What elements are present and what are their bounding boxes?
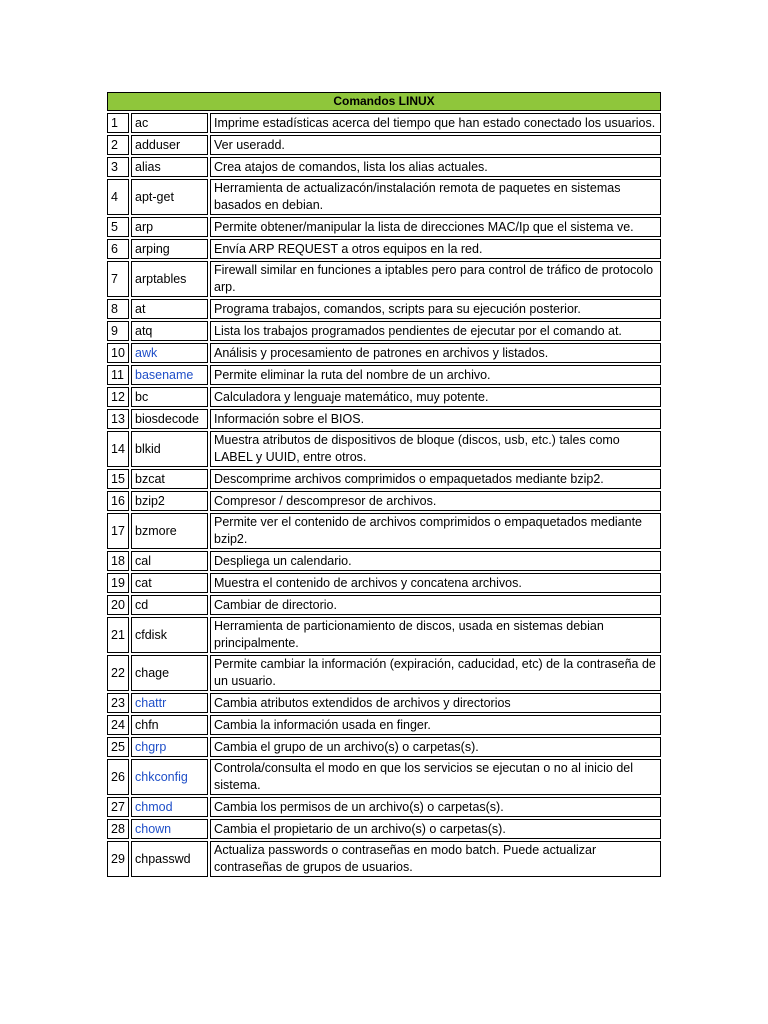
row-number: 26 [107,759,129,795]
command-description: Programa trabajos, comandos, scripts para su ejecución posterior. [210,299,661,319]
table-row [107,239,661,259]
table-row [107,409,661,429]
command-description: Análisis y procesamiento de patrones en archivos y listados. [210,343,661,363]
command-description: Cambiar de directorio. [210,595,661,615]
row-number: 21 [107,617,129,653]
command-description: Actualiza passwords o contraseñas en modo batch. Puede actualizar contraseñas de grupos de usuarios. [210,841,661,877]
command-description: Descomprime archivos comprimidos o empaquetados mediante bzip2. [210,469,661,489]
command-description: Herramienta de actualizacón/instalación remota de paquetes en sistemas basados en debian. [210,179,661,215]
command-name: blkid [131,431,208,467]
row-number: 23 [107,693,129,713]
command-description: Cambia el propietario de un archivo(s) o carpetas(s). [210,819,661,839]
table-body [107,113,661,877]
row-number: 1 [107,113,129,133]
command-name: cd [131,595,208,615]
table-row [107,299,661,319]
command-name: bc [131,387,208,407]
command-description: Permite eliminar la ruta del nombre de un archivo. [210,365,661,385]
command-name: chfn [131,715,208,735]
command-name: bzcat [131,469,208,489]
command-description: Calculadora y lenguaje matemático, muy potente. [210,387,661,407]
command-description: Herramienta de particionamiento de discos, usada en sistemas debian principalmente. [210,617,661,653]
row-number: 19 [107,573,129,593]
command-name: adduser [131,135,208,155]
row-number: 25 [107,737,129,757]
command-link[interactable]: basename [131,365,208,385]
command-description: Permite ver el contenido de archivos comprimidos o empaquetados mediante bzip2. [210,513,661,549]
row-number: 5 [107,217,129,237]
command-link[interactable]: chown [131,819,208,839]
table-row [107,135,661,155]
command-name: at [131,299,208,319]
row-number: 11 [107,365,129,385]
table-row [107,797,661,817]
command-description: Cambia los permisos de un archivo(s) o carpetas(s). [210,797,661,817]
command-description: Cambia la información usada en finger. [210,715,661,735]
command-name: ac [131,113,208,133]
command-description: Cambia atributos extendidos de archivos y directorios [210,693,661,713]
command-name: arp [131,217,208,237]
command-description: Firewall similar en funciones a iptables pero para control de tráfico de protocolo arp. [210,261,661,297]
command-link[interactable]: chmod [131,797,208,817]
command-name: arping [131,239,208,259]
row-number: 13 [107,409,129,429]
command-name: chage [131,655,208,691]
table-row [107,217,661,237]
command-description: Cambia el grupo de un archivo(s) o carpetas(s). [210,737,661,757]
command-name: biosdecode [131,409,208,429]
table-row [107,693,661,713]
row-number: 18 [107,551,129,571]
command-name: cat [131,573,208,593]
table-row [107,179,661,215]
table-row [107,595,661,615]
table-row [107,387,661,407]
command-description: Despliega un calendario. [210,551,661,571]
row-number: 6 [107,239,129,259]
command-name: chpasswd [131,841,208,877]
table-row [107,321,661,341]
table-row [107,841,661,877]
command-description: Información sobre el BIOS. [210,409,661,429]
row-number: 28 [107,819,129,839]
row-number: 12 [107,387,129,407]
table-row [107,113,661,133]
command-name: cfdisk [131,617,208,653]
row-number: 27 [107,797,129,817]
command-description: Muestra atributos de dispositivos de bloque (discos, usb, etc.) tales como LABEL y UUID, entre otros. [210,431,661,467]
command-description: Envía ARP REQUEST a otros equipos en la red. [210,239,661,259]
command-name: bzmore [131,513,208,549]
row-number: 22 [107,655,129,691]
table-title: Comandos LINUX [107,92,661,111]
table-row [107,343,661,363]
command-description: Controla/consulta el modo en que los servicios se ejecutan o no al inicio del sistema. [210,759,661,795]
table-row [107,737,661,757]
command-description: Muestra el contenido de archivos y concatena archivos. [210,573,661,593]
row-number: 14 [107,431,129,467]
command-description: Compresor / descompresor de archivos. [210,491,661,511]
table-row [107,469,661,489]
row-number: 4 [107,179,129,215]
command-name: arptables [131,261,208,297]
command-name: alias [131,157,208,177]
command-link[interactable]: awk [131,343,208,363]
row-number: 9 [107,321,129,341]
command-link[interactable]: chgrp [131,737,208,757]
table-row [107,819,661,839]
row-number: 7 [107,261,129,297]
command-description: Permite obtener/manipular la lista de direcciones MAC/Ip que el sistema ve. [210,217,661,237]
row-number: 3 [107,157,129,177]
command-name: atq [131,321,208,341]
row-number: 8 [107,299,129,319]
command-name: bzip2 [131,491,208,511]
row-number: 24 [107,715,129,735]
command-description: Imprime estadísticas acerca del tiempo que han estado conectado los usuarios. [210,113,661,133]
row-number: 10 [107,343,129,363]
command-link[interactable]: chattr [131,693,208,713]
table-row [107,261,661,297]
command-description: Lista los trabajos programados pendientes de ejecutar por el comando at. [210,321,661,341]
table-row [107,573,661,593]
row-number: 17 [107,513,129,549]
command-description: Ver useradd. [210,135,661,155]
row-number: 20 [107,595,129,615]
row-number: 15 [107,469,129,489]
table-row [107,157,661,177]
table-row [107,617,661,653]
command-name: cal [131,551,208,571]
command-description: Crea atajos de comandos, lista los alias actuales. [210,157,661,177]
table-row [107,551,661,571]
table-row [107,365,661,385]
command-name: apt-get [131,179,208,215]
table-row [107,431,661,467]
commands-table [105,90,663,879]
command-link[interactable]: chkconfig [131,759,208,795]
row-number: 29 [107,841,129,877]
table-row [107,491,661,511]
table-row [107,715,661,735]
table-row [107,759,661,795]
table-row [107,655,661,691]
row-number: 2 [107,135,129,155]
table-row [107,513,661,549]
row-number: 16 [107,491,129,511]
command-description: Permite cambiar la información (expiración, caducidad, etc) de la contraseña de un usuario. [210,655,661,691]
